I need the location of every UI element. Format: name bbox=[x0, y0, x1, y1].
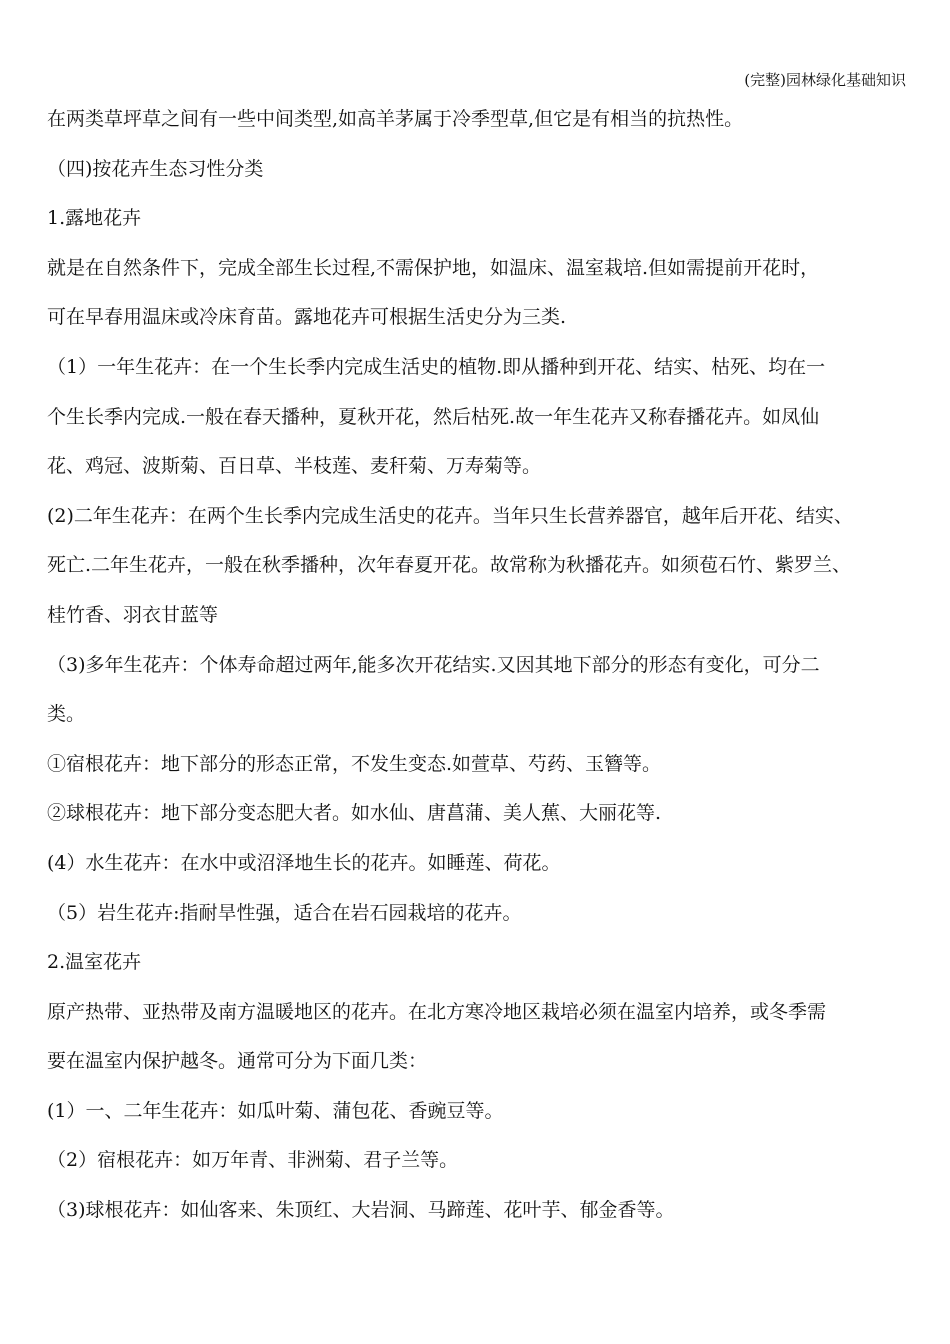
text-line: （3)多年生花卉：个体寿命超过两年,能多次开花结实.又因其地下部分的形态有变化，可分二 bbox=[47, 653, 820, 676]
text-line: 可在早春用温床或冷床育苗。露地花卉可根据生活史分为三类. bbox=[47, 306, 567, 329]
text-line: ②球根花卉：地下部分变态肥大者。如水仙、唐菖蒲、美人蕉、大丽花等. bbox=[47, 802, 662, 825]
text-line: （2）宿根花卉：如万年青、非洲菊、君子兰等。 bbox=[47, 1149, 459, 1172]
subsection-heading: 2.温室花卉 bbox=[47, 951, 142, 974]
text-line: 在两类草坪草之间有一些中间类型,如高羊茅属于冷季型草,但它是有相当的抗热性。 bbox=[47, 108, 744, 130]
text-line: 花、鸡冠、波斯菊、百日草、半枝莲、麦秆菊、万寿菊等。 bbox=[47, 455, 542, 478]
text-line: (1）一、二年生花卉：如瓜叶菊、蒲包花、香豌豆等。 bbox=[47, 1099, 504, 1122]
text-line: 类。 bbox=[47, 703, 86, 726]
text-line: 个生长季内完成.一般在春天播种，夏秋开花，然后枯死.故一年生花卉又称春播花卉。如凤仙 bbox=[47, 405, 820, 428]
subsection-heading: 1.露地花卉 bbox=[47, 207, 142, 230]
document-body bbox=[47, 95, 909, 1236]
text-line: 就是在自然条件下，完成全部生长过程,不需保护地，如温床、温室栽培.但如需提前开花时， bbox=[47, 256, 820, 279]
text-line: 桂竹香、羽衣甘蓝等 bbox=[47, 603, 219, 626]
section-heading: （四)按花卉生态习性分类 bbox=[47, 157, 264, 180]
text-line: 死亡.二年生花卉，一般在秋季播种，次年春夏开花。故常称为秋播花卉。如须苞石竹、紫罗兰、 bbox=[47, 554, 852, 577]
text-line: （1）一年生花卉：在一个生长季内完成生活史的植物.即从播种到开花、结实、枯死、均在一 bbox=[47, 355, 826, 378]
text-line: 原产热带、亚热带及南方温暖地区的花卉。在北方寒冷地区栽培必须在温室内培养，或冬季需 bbox=[47, 1000, 827, 1023]
text-line: （5）岩生花卉:指耐旱性强，适合在岩石园栽培的花卉。 bbox=[47, 901, 522, 924]
text-line: (4）水生花卉：在水中或沼泽地生长的花卉。如睡莲、荷花。 bbox=[47, 851, 561, 874]
text-line: (2)二年生花卉：在两个生长季内完成生活史的花卉。当年只生长营养器官，越年后开花、结实、 bbox=[47, 504, 853, 527]
text-line: 要在温室内保护越冬。通常可分为下面几类： bbox=[47, 1050, 428, 1073]
text-line: ①宿根花卉：地下部分的形态正常，不发生变态.如萱草、芍药、玉簪等。 bbox=[47, 752, 662, 775]
page-header: (完整)园林绿化基础知识 bbox=[744, 71, 906, 89]
text-line: （3)球根花卉：如仙客来、朱顶红、大岩洞、马蹄莲、花叶芋、郁金香等。 bbox=[47, 1199, 675, 1222]
